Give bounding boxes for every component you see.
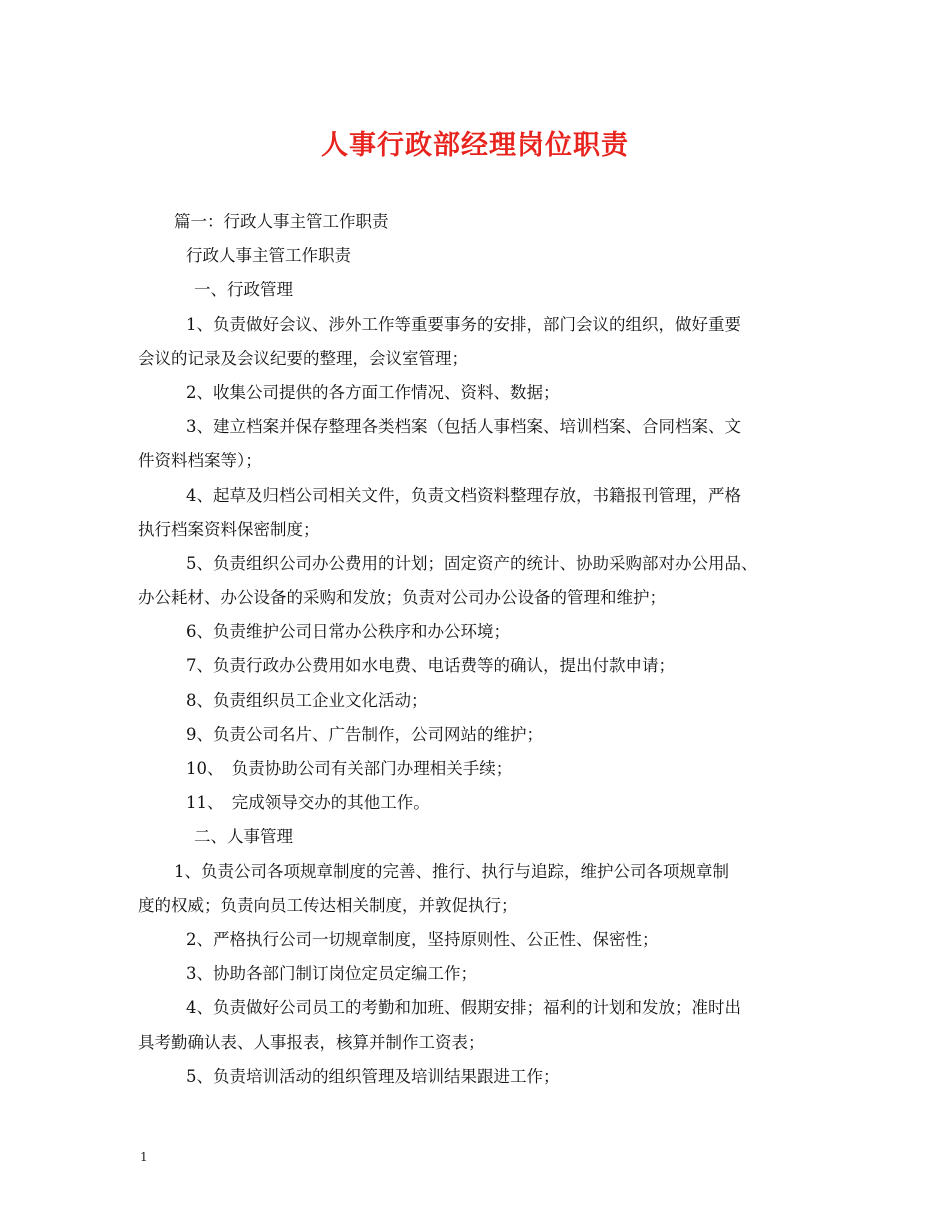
body-line: 度的权威；负责向员工传达相关制度，并敦促执行； xyxy=(138,895,518,915)
body-line: 2、收集公司提供的各方面工作情况、资料、数据； xyxy=(186,382,560,402)
body-line: 3、协助各部门制订岗位定员定编工作； xyxy=(186,964,477,984)
body-line: 8、负责组织员工企业文化活动； xyxy=(186,690,428,710)
body-line: 一、行政管理 xyxy=(194,280,293,300)
body-line: 2、严格执行公司一切规章制度，坚持原则性、公正性、保密性； xyxy=(186,929,659,949)
body-line: 6、负责维护公司日常办公秩序和办公环境； xyxy=(186,622,510,642)
body-line: 3、建立档案并保存整理各类档案（包括人事档案、培训档案、合同档案、文 xyxy=(186,417,741,437)
document-title: 人事行政部经理岗位职责 xyxy=(321,130,629,161)
body-line: 二、人事管理 xyxy=(194,827,293,847)
document-body xyxy=(138,205,828,1094)
body-line: 1、负责做好会议、涉外工作等重要事务的安排，部门会议的组织，做好重要 xyxy=(186,314,741,334)
body-line: 篇一：行政人事主管工作职责 xyxy=(174,212,389,231)
body-line: 4、起草及归档公司相关文件，负责文档资料整理存放，书籍报刊管理，严格 xyxy=(186,485,741,505)
body-line: 9、负责公司名片、广告制作，公司网站的维护； xyxy=(186,724,543,744)
body-line: 7、负责行政办公费用如水电费、电话费等的确认，提出付款申请； xyxy=(186,656,675,676)
body-line: 具考勤确认表、人事报表，核算并制作工资表； xyxy=(138,1032,485,1052)
body-line: 5、负责组织公司办公费用的计划；固定资产的统计、协助采购部对办公用品、 xyxy=(186,553,758,573)
body-line: 行政人事主管工作职责 xyxy=(186,246,351,266)
body-line: 执行档案资料保密制度； xyxy=(138,519,320,539)
page-number: 1 xyxy=(140,1150,148,1164)
body-line: 1、负责公司各项规章制度的完善、推行、执行与追踪，维护公司各项规章制 xyxy=(174,861,729,881)
body-line: 件资料档案等）； xyxy=(138,451,262,471)
body-line: 11、 完成领导交办的其他工作。 xyxy=(186,793,430,813)
body-line: 办公耗材、办公设备的采购和发放；负责对公司办公设备的管理和维护； xyxy=(138,588,666,608)
body-line: 5、负责培训活动的组织管理及培训结果跟进工作； xyxy=(186,1066,560,1086)
body-line: 会议的记录及会议纪要的整理，会议室管理； xyxy=(138,348,468,368)
body-line: 4、负责做好公司员工的考勤和加班、假期安排；福利的计划和发放；准时出 xyxy=(186,998,741,1018)
body-line: 10、 负责协助公司有关部门办理相关手续； xyxy=(186,759,513,778)
